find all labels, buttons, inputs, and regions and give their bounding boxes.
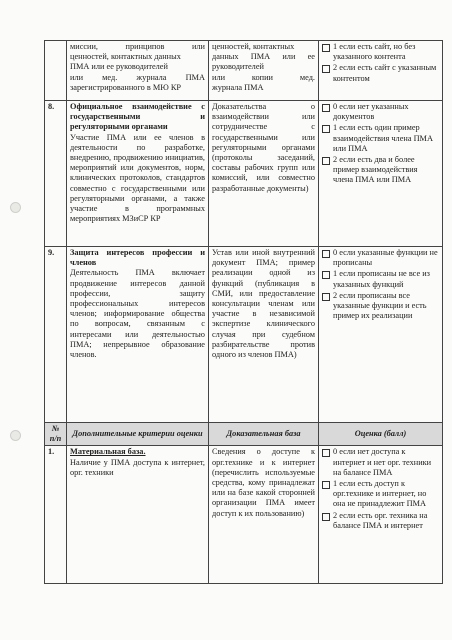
table-row-9 [45,247,443,423]
score-option: 0 если нет доступа к интернет и нет орг. техники на балансе ПМА [322,447,439,478]
checkbox-icon [322,513,330,521]
criterion-cell [67,446,209,584]
criteria-table [44,40,443,584]
header-criteria: Дополнительные критерии оценки [67,423,209,446]
score-cell [319,101,443,247]
criterion-cell [67,247,209,423]
score-option: 1 если прописаны не все из указанных функций [322,269,439,289]
row-number-cell [45,41,67,101]
evidence-cell: Устав или иной внутренний документ ПМА; пример реализации одной из функций (публикация в СМИ, или предоставление консультации членам или участие в независимой экспертизе клинического случая при судебном разбирательстве против одного из членов ПМА) [209,247,319,423]
score-option: 1 если есть сайт, но без указанного контента [322,42,439,62]
score-option: 2 если есть сайт с указанным контентом [322,63,439,83]
checkbox-icon [322,65,330,73]
criterion-description: Наличие у ПМА доступа к интернет, орг. техники [70,457,205,477]
checkbox-icon [322,104,330,112]
punch-hole-top [10,202,21,213]
criterion-line: или мед. журнала ПМА [70,72,205,82]
evidence-cell: Сведения о доступе к орг.технике и к интернет (перечислить используемые средства, кому принадлежат или на базе какой сторонней организации ПМА имеет доступ к их пользованию) [209,446,319,584]
criterion-description: Деятельность ПМА включает продвижение интересов данной профессии, защиту профессиональных интересов членов; информирование общества по вопросам, связанным с интересами или деятельностью ПМА; непрерывное образование членов. [70,268,205,360]
score-option: 1 если есть доступ к орг.технике и интернет, но она не принадлежит ПМА [322,479,439,510]
header-number: № п/п [45,423,67,446]
evidence-cell [209,41,319,101]
criterion-cell [67,41,209,101]
evidence-line: журнала ПМА [212,82,264,92]
checkbox-icon [322,293,330,301]
checkbox-icon [322,481,330,489]
row-number: 8. [45,101,67,247]
row-number: 9. [45,247,67,423]
score-option: 2 если есть два и более пример взаимодействия члена ПМА или ПМА [322,155,439,186]
score-cell [319,446,443,584]
score-option: 1 если есть один пример взаимодействия члена ПМА или ПМА [322,123,439,154]
checkbox-icon [322,271,330,279]
score-cell [319,247,443,423]
criterion-cell [67,101,209,247]
criterion-line: зарегистрированного в МЮ КР [70,82,181,92]
table-row-continued [45,41,443,101]
criterion-line: ПМА или ее руководителей [70,62,168,72]
evidence-line: руководителей [212,62,264,72]
checkbox-icon [322,449,330,457]
checkbox-icon [322,250,330,258]
checkbox-icon [322,125,330,133]
table-row-8 [45,101,443,247]
row-number: 1. [45,446,67,584]
score-cell [319,41,443,101]
evidence-line: данных ПМА или ее [212,52,315,62]
evidence-line: ценностей, контактных [212,42,295,51]
score-option: 2 если прописаны все указанные функции и есть пример их реализации [322,291,439,322]
table-row-additional-1 [45,446,443,584]
score-option: 0 если указанные функции не прописаны [322,248,439,268]
header-score: Оценка (балл) [319,423,443,446]
checkbox-icon [322,44,330,52]
criterion-line: ценностей, контактных данных [70,52,181,62]
additional-criteria-header [45,423,443,446]
criterion-title: Защита интересов профессии и членов [70,248,205,268]
checkbox-icon [322,157,330,165]
evidence-cell: Доказательства о взаимодействии или сотрудничестве с государственными или регуляторными органами (протоколы заседаний, составы рабочих групп или комиссий, или совместно разработанные документы) [209,101,319,247]
punch-hole-bottom [10,430,21,441]
criterion-title: Материальная база. [70,447,146,457]
criterion-description: Участие ПМА или ее членов в деятельности по разработке, внедрению, продвижению инициатив, мероприятий или документов, норм, клинических протоколов, стандартов совместно с государственными или регуляторными органами, а также участие в программных мероприятиях МЗиСР КР [70,132,205,224]
header-evidence: Доказательная база [209,423,319,446]
score-option: 0 если нет указанных документов [322,102,439,122]
criterion-line: миссии, принципов или [70,42,205,51]
score-option: 2 если есть орг. техника на балансе ПМА и интернет [322,511,439,531]
criterion-title: Официальное взаимодействие с государственными и регуляторными органами [70,102,205,132]
evidence-line: или копии мед. [212,72,315,82]
